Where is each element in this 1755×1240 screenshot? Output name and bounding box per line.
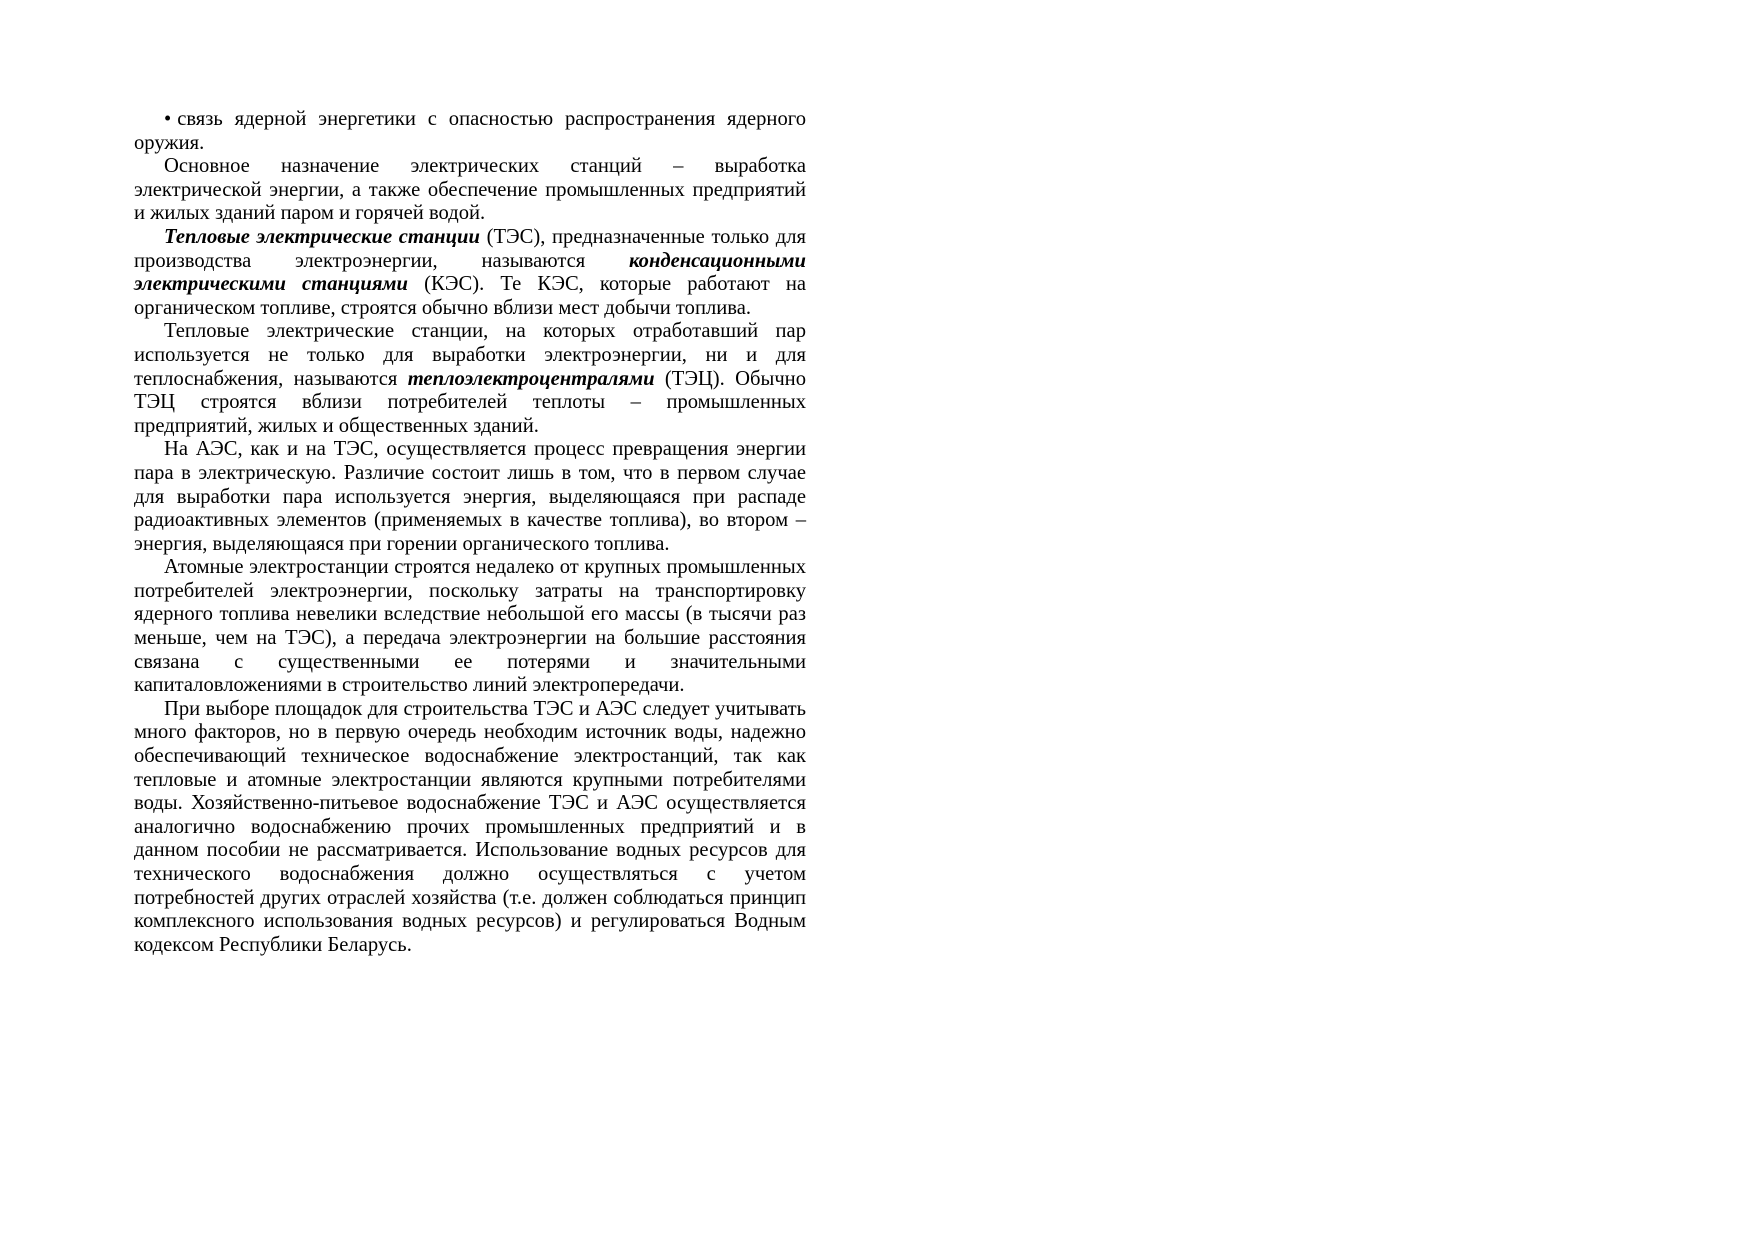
- paragraph-text: (КЭС). Те КЭС, которые работают на органическом топливе, строятся обычно вблизи мест добычи топлива.: [134, 273, 806, 319]
- term-tes: Тепловые электрические станции: [164, 225, 480, 248]
- bullet-item: [134, 108, 806, 155]
- term-tec: теплоэлектроцентралями: [407, 367, 655, 390]
- paragraph-text: При выборе площадок для строительства ТЭС и АЭС следует учитывать много факторов, но в первую очередь необходим источник воды, надежно обеспечивающий техническое водоснабжение электростанций, так как тепловые и атомные электростанции являются крупными потребителями воды. Хозяйственно-питьевое водоснабжение ТЭС и АЭС осуществляется аналогично водоснабжению прочих промышленных предприятий и в данном пособии не рассматривается. Использование водных ресурсов для технического водоснабжения должно осуществляться с учетом потребностей других отраслей хозяйства (т.е. должен соблюдаться принцип комплексного использования водных ресурсов) и регулироваться Водным кодексом Республики Беларусь.: [134, 697, 806, 956]
- document-page: [134, 108, 806, 957]
- paragraph-text: (ТЭЦ). Обычно ТЭЦ строятся вблизи потребителей теплоты – промышленных предприятий, жилых и общественных зданий.: [134, 367, 806, 437]
- paragraph-purpose: [134, 155, 806, 226]
- paragraph-site-selection: [134, 698, 806, 958]
- paragraph-text: На АЭС, как и на ТЭС, осуществляется процесс превращения энергии пара в электрическую. Различие состоит лишь в том, что в первом случае для выработки пара используется энергия, выделяющаяся при распаде радиоактивных элементов (применяемых в качестве топлива), во втором – энергия, выделяющаяся при горении органического топлива.: [134, 438, 806, 555]
- paragraph-tec: [134, 320, 806, 438]
- term-kes: конденсационными электрическими станциями: [134, 249, 806, 296]
- paragraph-text: Атомные электростанции строятся недалеко от крупных промышленных потребителей электроэнергии, поскольку затраты на транспортировку ядерного топлива невелики вследствие небольшой его массы (в тысячи раз меньше, чем на ТЭС), а передача электроэнергии на большие расстояния связана с существенными ее потерями и значительными капиталовложениями в строительство линий электропередачи.: [134, 556, 806, 697]
- paragraph-aes-process: [134, 438, 806, 556]
- paragraph-text: Тепловые электрические станции, на которых отработавший пар используется не только для выработки электроэнергии, ни и для теплоснабжения, называются: [134, 320, 806, 390]
- paragraph-text: (ТЭС), предназначенные только для производства электроэнергии, называются: [134, 225, 806, 272]
- paragraph-tes-kes: [134, 226, 806, 320]
- paragraph-aes-location: [134, 556, 806, 698]
- bullet-text: связь ядерной энергетики с опасностью распространения ядерного оружия.: [134, 108, 806, 154]
- bullet-marker: •: [164, 108, 172, 130]
- paragraph-text: Основное назначение электрических станций – выработка электрической энергии, а также обеспечение промышленных предприятий и жилых зданий паром и горячей водой.: [134, 155, 806, 225]
